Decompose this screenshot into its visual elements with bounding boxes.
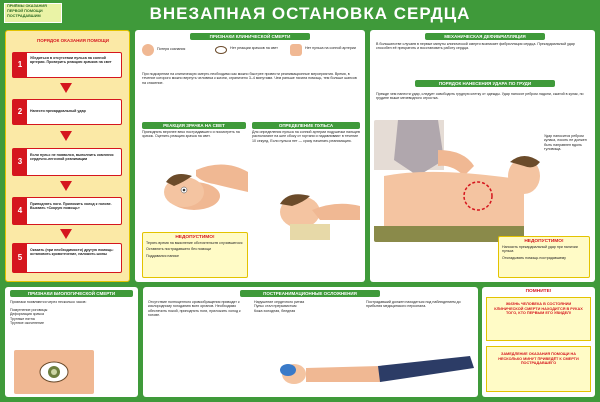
forbidden-title: НЕДОПУСТИМО!: [175, 235, 215, 240]
order-step: [12, 99, 122, 125]
bio-list: [10, 308, 133, 348]
forbidden-box: [498, 236, 590, 278]
page-title: ВНЕЗАПНАЯ ОСТАНОВКА СЕРДЦА: [149, 4, 471, 23]
clinical-sign: [142, 44, 212, 58]
strike-text: Прежде чем нанести удар, следует освободить грудную клетку от одежды. Удар наносят ребром ладони, сжатой в кулак, по грудине выше мечевидного отростка.: [376, 92, 584, 101]
sign-text: Потеря сознания: [157, 47, 186, 51]
pupil-check-illustration: [144, 152, 250, 210]
step-text: Если пульс не появился, выполнить комплекс сердечно-легочной реанимации: [30, 153, 114, 162]
pupil-header: РЕАКЦИЯ ЗРАЧКА НА СВЕТ: [142, 122, 246, 129]
remember-title: ПОМНИТЕ!: [525, 289, 552, 294]
forbidden-item: Оставлять пострадавшего без помощи: [146, 247, 212, 252]
bio-item: Трупные пятна: [10, 316, 35, 321]
strike-header: ПОРЯДОК НАНЕСЕНИЯ УДАРА ПО ГРУДИ: [415, 80, 555, 87]
complication-item: Кожа холодная, бледная: [254, 308, 296, 313]
complications-mid: [254, 300, 362, 330]
complications-right: Пострадавший должен находиться под наблюдением до прибытия медицинского персонала.: [366, 300, 461, 309]
step-number: 4: [13, 198, 27, 224]
down-arrow-icon: [60, 131, 72, 141]
step-text: Приподнять ноги. Приложить холод к голове. Вызвать «Скорую помощь»: [30, 202, 112, 211]
clinical-sign: [215, 44, 287, 58]
order-header: ПОРЯДОК ОКАЗАНИЯ ПОМОЩИ: [26, 37, 120, 44]
chest-strike-illustration-svg: [374, 120, 544, 242]
remember-text: ЗАМЕДЛЕНИЕ ОКАЗАНИЯ ПОМОЩИ НА НЕСКОЛЬКО МИНУТ ПРИВЕДЁТ К СМЕРТИ ПОСТРАДАВШЕГО: [498, 352, 579, 366]
complication-item: Пульс стал прерывистым: [254, 304, 297, 309]
eye-icon: [215, 46, 227, 54]
step-text: Оказать (при необходимости) другую помощь: остановить кровотечение, наложить шины: [30, 248, 114, 257]
step-number: 1: [13, 53, 27, 77]
logo: [4, 3, 62, 23]
logo-line: ПРИЁМЫ ОКАЗАНИЯ: [7, 4, 47, 8]
recovery-position-illustration: [270, 338, 475, 394]
order-step: [12, 148, 122, 176]
clinical-paragraph: При подозрении на клиническую смерть необходимо как можно быстрее провести реанимационные мероприятия. Время, в течение которого можно вернуть человека к жизни, ограничено 3–4 минутами. Чем раньше начата помощь, тем больше шансов на спасение.: [142, 72, 357, 85]
remember-box: [486, 297, 591, 341]
complications-left: Отсутствие полноценного кровообращения приводит к кислородному голоданию всех органов. Необходимо обеспечить покой, приподнять ноги, приложить холод к голове.: [148, 300, 241, 318]
neck-icon: [290, 44, 302, 56]
logo-line: ПЕРВОЙ ПОМОЩИ: [7, 9, 43, 13]
clinical-header: ПРИЗНАКИ КЛИНИЧЕСКОЙ СМЕРТИ: [190, 33, 310, 40]
forbidden-item: Откладывать помощь пострадавшему: [502, 255, 566, 260]
cornea-check-illustration-svg: [14, 350, 94, 394]
order-step: [12, 243, 122, 273]
bio-item: Помутнение роговицы: [10, 308, 48, 312]
pupil-check-illustration-svg: [144, 152, 250, 210]
logo-line: ПОСТРАДАВШИМ: [7, 14, 41, 18]
pulse-header: ОПРЕДЕЛЕНИЕ ПУЛЬСА: [252, 122, 360, 129]
order-step: [12, 52, 122, 78]
mech-text: В большинстве случаев в первые минуты клинической смерти возникает фибрилляция сердца. Прекардиальный удар способен её прекратить и восстановить работу сердца.: [376, 42, 575, 51]
pulse-check-illustration: [250, 180, 362, 240]
step-text: Нанести прекардиальный удар: [30, 109, 86, 113]
bio-header: ПРИЗНАКИ БИОЛОГИЧЕСКОЙ СМЕРТИ: [10, 290, 133, 297]
forbidden-item: Наносить прекардиальный удар при наличии пульса: [502, 245, 578, 254]
clinical-sign: [290, 44, 362, 58]
recovery-position-illustration-svg: [270, 338, 475, 394]
complication-item: Нарушение сердечного ритма: [254, 300, 305, 304]
remember-box: [486, 346, 591, 392]
remember-text: ЖИЗНЬ ЧЕЛОВЕКА В СОСТОЯНИИ КЛИНИЧЕСКОЙ СМЕРТИ НАХОДИТСЯ В РУКАХ ТОГО, КТО ПЕРВЫМ ЕГО УВИДЕЛ!: [494, 302, 583, 316]
strike-side-note: Удар наносится ребром кулака, локоть не должен быть направлен вдоль туловища.: [544, 134, 587, 152]
bio-intro: Признаки появляются через несколько часов:: [10, 300, 87, 304]
cornea-check-illustration: [14, 350, 94, 394]
down-arrow-icon: [60, 229, 72, 239]
mech-header: МЕХАНИЧЕСКАЯ ДЕФИБРИЛЛЯЦИЯ: [425, 33, 545, 40]
sign-text: Нет пульса на сонной артерии: [305, 46, 356, 50]
forbidden-item: Терять время на выяснение обстоятельств случившегося: [146, 241, 243, 245]
step-number: 2: [13, 100, 27, 124]
pulse-check-illustration-svg: [250, 180, 362, 240]
down-arrow-icon: [60, 181, 72, 191]
step-text: Убедиться в отсутствии пульса на сонной артерии. Проверить реакцию зрачков на свет: [30, 56, 112, 65]
pulse-text: Для определения пульса на сонной артерии подушечки пальцев располагают на шее сбоку от гортани и надавливают в течение 10 секунд. Если пульса нет — сразу начинать реанимацию.: [252, 130, 360, 143]
chest-strike-illustration: [374, 120, 544, 242]
face-icon: [142, 44, 154, 56]
down-arrow-icon: [60, 83, 72, 93]
pupil-text: Приподнять верхнее веко пострадавшего и посмотреть на зрачок. Оценить реакцию зрачка на свет.: [142, 130, 240, 139]
step-number: 3: [13, 149, 27, 175]
step-number: 5: [13, 244, 27, 272]
forbidden-title: НЕДОПУСТИМО!: [524, 239, 564, 244]
bio-item: Трупное окоченение: [10, 321, 45, 326]
order-step: [12, 197, 122, 225]
complications-header: ПОСТРЕАНИМАЦИОННЫЕ ОСЛОЖНЕНИЯ: [240, 290, 380, 297]
forbidden-item: Поддавался панике: [146, 253, 179, 258]
forbidden-box: [142, 232, 248, 278]
sign-text: Нет реакции зрачков на свет: [230, 46, 278, 50]
bio-item: Деформация зрачка: [10, 312, 44, 317]
